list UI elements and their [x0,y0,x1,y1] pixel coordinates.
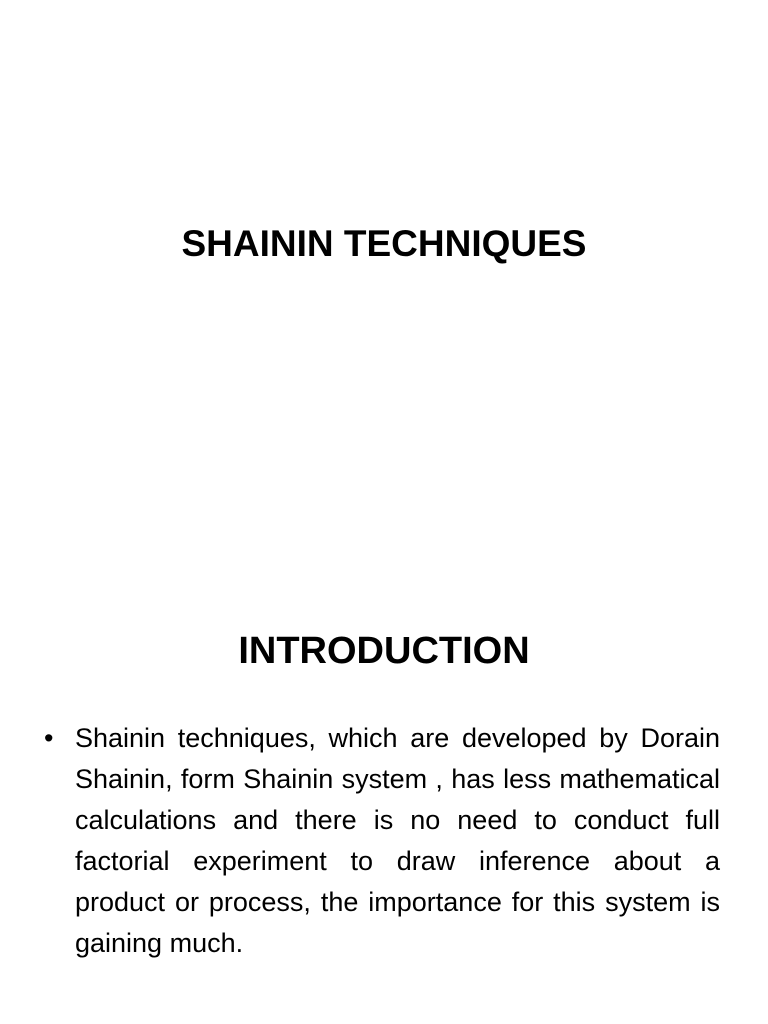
bullet-list [44,718,720,964]
bullet-item [44,718,720,964]
slide-title: SHAININ TECHNIQUES [181,223,587,264]
section-heading: INTRODUCTION [238,630,530,672]
bullet-text: Shainin techniques, which are developed by Dorain Shainin, form Shainin system , has less mathematical calculations and there is no need to conduct full factorial experiment to draw inference about a product or process, the importance for this system is gaining much. [75,723,720,958]
bullet-dot-icon: • [44,723,54,753]
